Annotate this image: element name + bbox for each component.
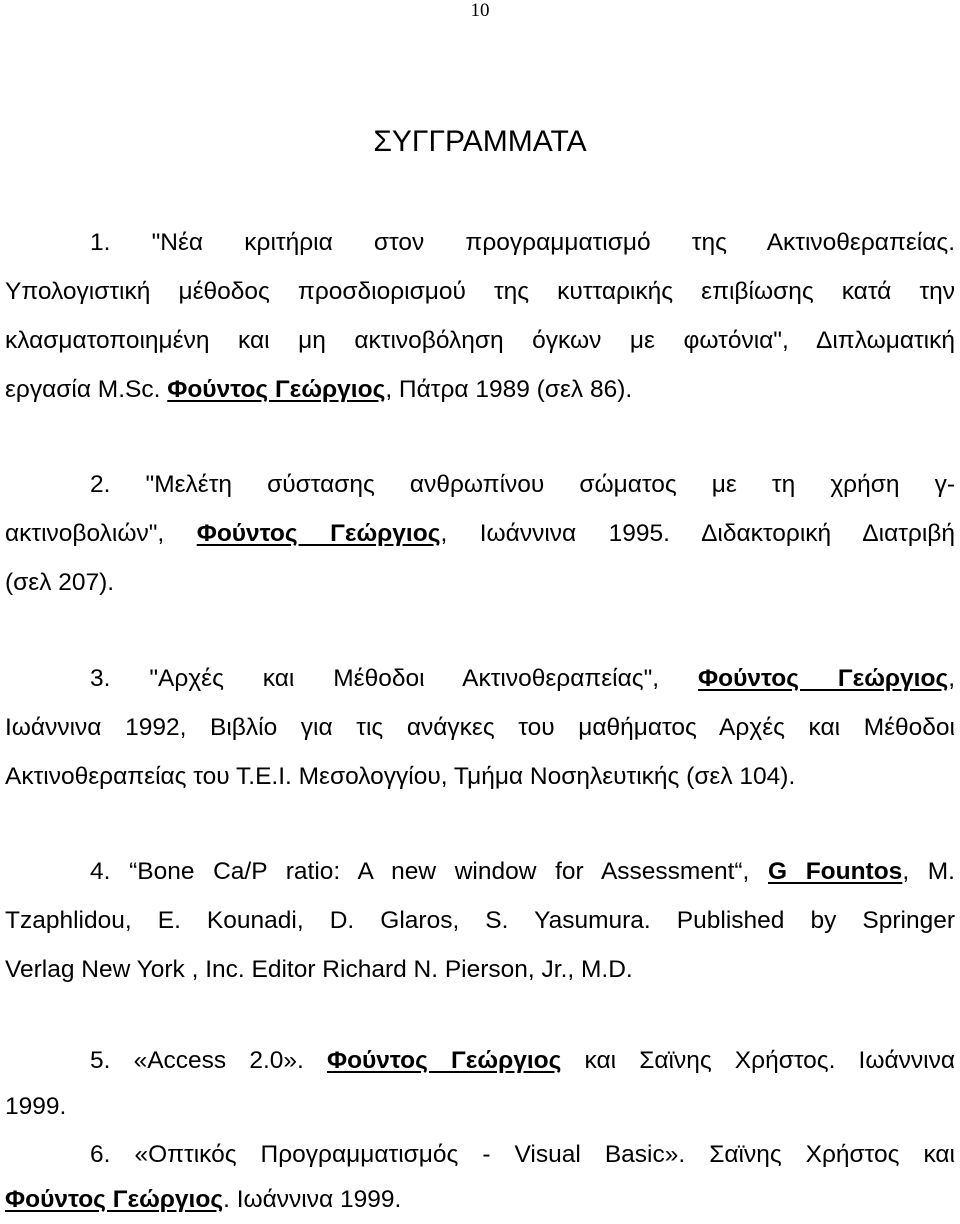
entry-2-line-3: (σελ 207). [5,569,115,596]
entry-3-text: 3. "Αρχές και Μέθοδοι Ακτινοθεραπείας", [90,665,699,692]
author-name: Φούντος Γεώργιος [326,1047,562,1074]
entry-6-line-1: 6. «Οπτικός Προγραμματισμός - Visual Basic». Σαϊνης Χρήστος και [90,1141,955,1168]
entry-3-line-2: Ιωάννινα 1992, Βιβλίο για τις ανάγκες του μαθήματος Αρχές και Μέθοδοι [5,714,955,741]
entry-2-line-2 [5,509,955,558]
author-name: Φούντος Γεώργιος [698,665,949,692]
entry-6-text-end: . Ιωάννινα 1999. [223,1186,402,1213]
entry-1-text: εργασία M.Sc. [5,376,168,403]
entry-5-line-1 [90,1036,955,1085]
author-name: Φούντος Γεώργιος [5,1186,224,1213]
page-number: 10 [470,0,490,21]
entry-4-line-1 [90,847,955,896]
entry-1-text-end: , Πάτρα 1989 (σελ 86). [385,376,633,403]
author-name: G Fountos [768,858,903,885]
entry-4-text: 4. “Bone Ca/P ratio: A new window for Assessment“, [90,858,768,885]
entry-4-text-end: , M. [902,858,955,885]
entry-6-line-2 [5,1175,401,1224]
entry-2-text-end: , Ιωάννινα 1995. Διδακτορική Διατριβή [440,520,955,547]
author-name: Φούντος Γεώργιος [196,520,441,547]
entry-4-line-2: Tzaphlidou, E. Kounadi, D. Glaros, S. Yasumura. Published by Springer [5,907,955,934]
entry-2-text: ακτινοβολιών", [5,520,197,547]
entry-3-text-end: , [948,665,955,692]
entry-4-line-3: Verlag New York , Inc. Editor Richard N. Pierson, Jr., M.D. [5,956,633,983]
section-title: ΣΥΓΓΡΑΜΜΑΤΑ [373,125,587,158]
entry-5-line-2: 1999. [5,1093,67,1120]
entry-1-line-4 [5,365,632,414]
author-name: Φούντος Γεώργιος [167,376,386,403]
entry-5-text: 5. «Access 2.0». [90,1047,327,1074]
entry-3-line-3: Ακτινοθεραπείας του Τ.Ε.Ι. Μεσολογγίου, Τμήμα Νοσηλευτικής (σελ 104). [5,763,796,790]
entry-1-line-2: Υπολογιστική μέθοδος προσδιορισμού της κυτταρικής επιβίωσης κατά την [5,278,955,305]
entry-5-text-end: και Σαϊνης Χρήστος. Ιωάννινα [561,1047,955,1074]
entry-1-line-1: 1. "Νέα κριτήρια στον προγραμματισμό της Ακτινοθεραπείας. [90,229,955,256]
entry-3-line-1 [90,654,955,703]
entry-2-line-1: 2. "Μελέτη σύστασης ανθρωπίνου σώματος με τη χρήση γ- [90,471,955,498]
entry-1-line-3: κλασματοποιημένη και μη ακτινοβόληση όγκων με φωτόνια", Διπλωματική [5,327,955,354]
